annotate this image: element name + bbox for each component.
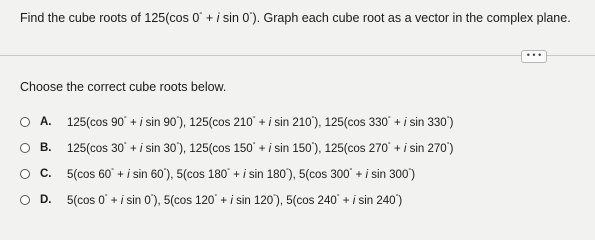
imaginary-unit: i [139, 142, 143, 155]
expr-part: 125(cos 0 [144, 11, 200, 26]
degree-symbol: ° [395, 193, 399, 202]
imaginary-unit: i [268, 116, 272, 129]
question-text [20, 10, 571, 25]
radio-button[interactable] [20, 143, 30, 153]
question-intro: Find the cube roots of [20, 11, 145, 26]
degree-symbol: ° [249, 10, 253, 19]
expr-part: + [352, 168, 366, 181]
section-divider [0, 55, 595, 56]
imaginary-unit: i [243, 168, 246, 181]
degree-symbol: ° [446, 141, 450, 150]
expr-part: ) [449, 142, 454, 155]
option-letter: C. [40, 168, 52, 180]
expr-part: ) [449, 116, 454, 129]
expr-part: 5(cos 60 [67, 168, 112, 181]
expr-part: sin 30 [142, 142, 177, 155]
expr-part: + [390, 142, 404, 155]
expr-part: + [126, 116, 140, 129]
expr-part: ), 125(cos 210 [179, 116, 253, 129]
degree-symbol: ° [311, 115, 315, 124]
imaginary-unit: i [120, 194, 124, 207]
imaginary-unit: i [230, 194, 233, 207]
degree-symbol: ° [176, 115, 180, 124]
degree-symbol: ° [111, 167, 114, 176]
degree-symbol: ° [252, 141, 256, 150]
option-expression [67, 115, 453, 129]
answer-option-b[interactable] [20, 139, 453, 157]
imaginary-unit: i [365, 168, 369, 181]
degree-symbol: ° [123, 141, 127, 150]
degree-symbol: ° [199, 10, 203, 19]
option-letter: D. [40, 194, 52, 206]
expr-part: ), 5(cos 300 [288, 168, 350, 181]
expr-part: sin 180 [245, 168, 286, 181]
radio-button[interactable] [20, 195, 30, 205]
expr-part: + [107, 194, 121, 207]
expr-part: 5(cos 0 [67, 194, 105, 207]
degree-symbol: ° [214, 193, 218, 202]
expr-part: ). [252, 11, 261, 26]
expr-part: ) [411, 168, 416, 181]
expr-part: ) [398, 194, 403, 207]
expr-part: + [339, 194, 353, 207]
degree-symbol: ° [446, 115, 450, 124]
expr-part: sin 60 [129, 168, 164, 181]
imaginary-unit: i [127, 168, 130, 181]
imaginary-unit: i [268, 142, 272, 155]
degree-symbol: ° [387, 141, 391, 150]
degree-symbol: ° [252, 115, 256, 124]
degree-symbol: ° [123, 115, 127, 124]
radio-button[interactable] [20, 169, 30, 179]
expr-part: ), 125(cos 270 [314, 142, 388, 155]
expr-part: ), 5(cos 240 [276, 194, 337, 207]
degree-symbol: ° [150, 193, 154, 202]
expr-part: + [217, 194, 231, 207]
expr-part: + [229, 168, 244, 181]
expr-part: 125(cos 90 [67, 116, 124, 129]
option-expression [67, 141, 453, 155]
imaginary-unit: i [139, 116, 143, 129]
expr-part: + [390, 116, 404, 129]
degree-symbol: ° [104, 193, 108, 202]
expr-part: ), 125(cos 330 [314, 116, 388, 129]
answer-option-c[interactable] [20, 165, 415, 183]
instruction-text: Choose the correct cube roots below. [20, 80, 227, 94]
question-instruction: Graph each cube root as a vector in the complex plane. [260, 11, 571, 26]
degree-symbol: ° [311, 141, 315, 150]
question-expression [144, 11, 260, 25]
option-letter: B. [40, 142, 52, 154]
radio-button[interactable] [20, 117, 30, 127]
expr-part: + [255, 142, 269, 155]
expr-part: 125(cos 30 [67, 142, 124, 155]
expr-part: sin 150 [271, 142, 312, 155]
degree-symbol: ° [163, 167, 167, 176]
expr-part: sin 330 [406, 116, 447, 129]
expr-part: sin 210 [271, 116, 312, 129]
option-letter: A. [40, 116, 52, 128]
option-expression [67, 193, 402, 207]
degree-symbol: ° [227, 167, 230, 176]
expr-part: sin 300 [368, 168, 409, 181]
expr-part: + [126, 142, 140, 155]
imaginary-unit: i [403, 142, 407, 155]
expr-part: sin 120 [232, 194, 274, 207]
expr-part: sin 270 [406, 142, 447, 155]
degree-symbol: ° [285, 167, 289, 176]
expr-part: sin 240 [355, 194, 396, 207]
expr-part: sin 90 [142, 116, 177, 129]
expr-part: + [113, 168, 128, 181]
expr-part: ), 5(cos 120 [153, 194, 215, 207]
degree-symbol: ° [273, 193, 277, 202]
answer-option-d[interactable] [20, 191, 402, 209]
degree-symbol: ° [387, 115, 391, 124]
imaginary-unit: i [403, 116, 407, 129]
expr-part: sin 0 [123, 194, 151, 207]
imaginary-unit: i [352, 194, 356, 207]
degree-symbol: ° [176, 141, 180, 150]
expr-part: + [255, 116, 269, 129]
expr-part: ), 125(cos 150 [179, 142, 253, 155]
answer-option-a[interactable] [20, 113, 453, 131]
expr-part: sin 0 [219, 11, 250, 26]
imaginary-unit: i [216, 11, 220, 26]
expr-part: ), 5(cos 180 [166, 168, 228, 181]
option-expression [67, 167, 415, 181]
more-options-button[interactable]: • • • [521, 50, 547, 63]
degree-symbol: ° [408, 167, 412, 176]
degree-symbol: ° [349, 167, 353, 176]
expr-part: + [202, 11, 217, 26]
degree-symbol: ° [336, 193, 340, 202]
